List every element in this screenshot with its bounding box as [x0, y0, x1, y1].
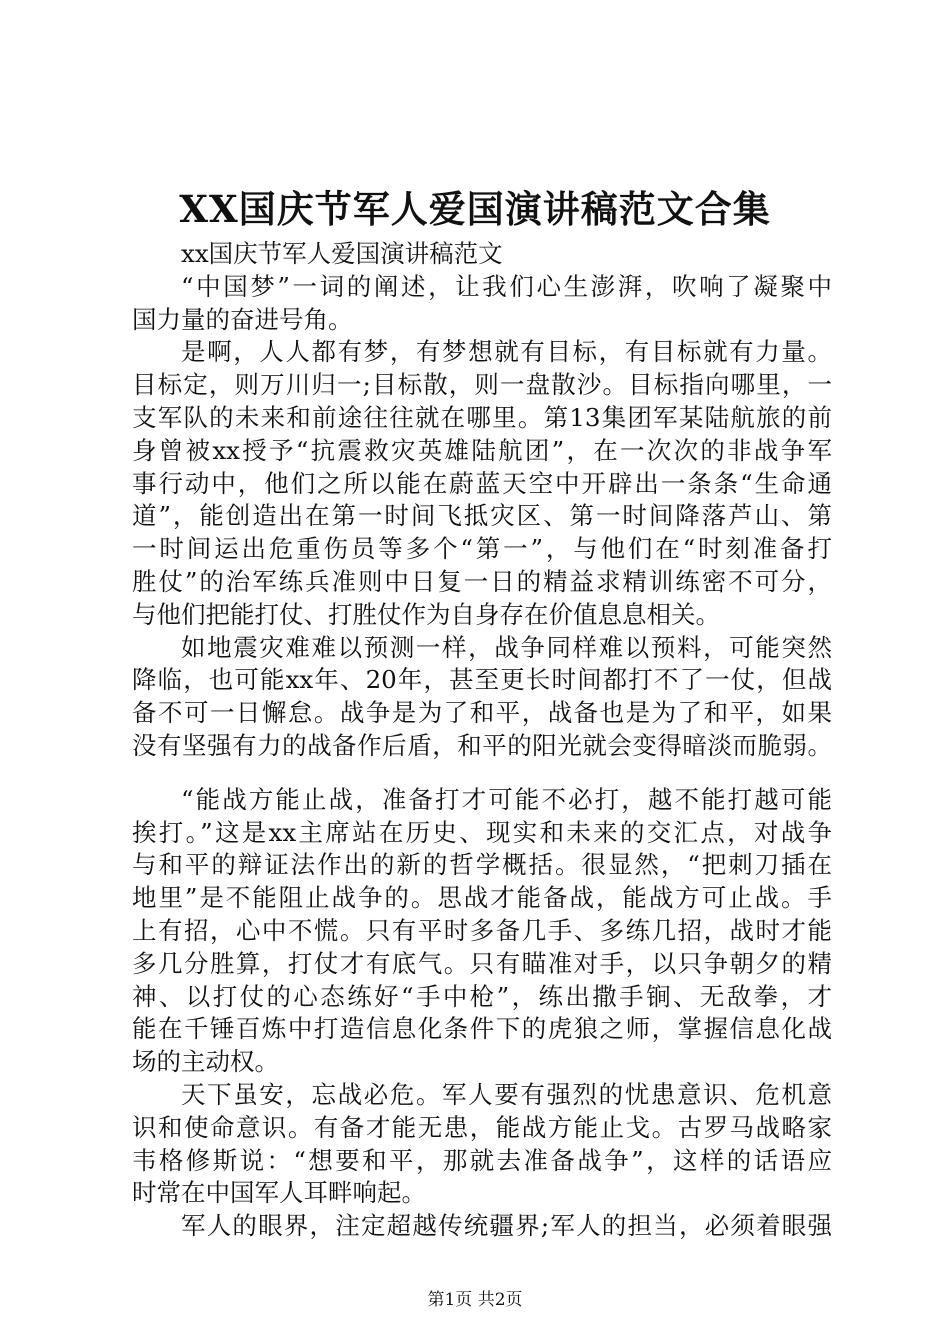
text-line: “中国梦”一词的阐述，让我们心生澎湃，吹响了凝聚中: [181, 271, 832, 301]
text-line: 国力量的奋进号角。: [132, 304, 353, 334]
text-line: 没有坚强有力的战备作后盾，和平的阳光就会变得暗淡而脆弱。: [132, 730, 832, 760]
text-line: 场的主动权。: [132, 1047, 279, 1077]
text-line: 支军队的未来和前途往往就在哪里。第13集团军某陆航旅的前: [132, 402, 832, 432]
text-line: 如地震灾难难以预测一样，战争同样难以预料，可能突然: [181, 632, 832, 662]
text-line: 与和平的辩证法作出的新的哲学概括。很显然，“把刺刀插在: [132, 850, 832, 880]
text-line: 多几分胜算，打仗才有底气。只有瞄准对手，以只争朝夕的精: [132, 948, 832, 978]
text-line: “能战方能止战，准备打才可能不必打，越不能打越可能: [181, 784, 832, 814]
text-line: 一时间运出危重伤员等多个“第一”，与他们在“时刻准备打: [132, 534, 832, 564]
text-line: xx国庆节军人爱国演讲稿范文: [181, 239, 503, 268]
text-line: 军人的眼界，注定超越传统疆界;军人的担当，必须着眼强: [181, 1211, 832, 1241]
text-line: 事行动中，他们之所以能在蔚蓝天空中开辟出一条条“生命通: [132, 468, 832, 498]
document-title: XX国庆节军人爱国演讲稿范文合集: [179, 187, 771, 231]
text-line: 天下虽安，忘战必危。军人要有强烈的忧患意识、危机意: [181, 1079, 832, 1109]
text-line: 识和使命意识。有备才能无患，能战方能止戈。古罗马战略家: [132, 1112, 832, 1142]
text-line: [132, 763, 832, 784]
text-line: 上有招，心中不慌。只有平时多备几手、多练几招，战时才能: [132, 915, 832, 945]
text-line: 降临，也可能xx年、20年，甚至更长时间都打不了一仗，但战: [132, 665, 832, 695]
text-line: 道”，能创造出在第一时间飞抵灾区、第一时间降落芦山、第: [132, 501, 832, 531]
page-footer: 第1页 共2页: [427, 1290, 523, 1310]
text-line: 胜仗”的治军练兵准则中日复一日的精益求精训练密不可分，: [132, 566, 832, 596]
text-line: 目标定，则万川归一;目标散，则一盘散沙。目标指向哪里，一: [132, 370, 832, 400]
text-line: 能在千锤百炼中打造信息化条件下的虎狼之师，掌握信息化战: [132, 1014, 832, 1044]
text-line: 韦格修斯说：“想要和平，那就去准备战争”，这样的话语应: [132, 1145, 832, 1175]
text-line: 是啊，人人都有梦，有梦想就有目标，有目标就有力量。: [181, 337, 832, 367]
text-line: 备不可一日懈怠。战争是为了和平，战备也是为了和平，如果: [132, 698, 832, 728]
text-line: 地里”是不能阻止战争的。思战才能备战，能战方可止战。手: [132, 883, 832, 913]
text-line: 与他们把能打仗、打胜仗作为自身存在价值息息相关。: [132, 599, 720, 629]
text-line: 身曾被xx授予“抗震救灾英雄陆航团”，在一次次的非战争军: [132, 435, 832, 465]
text-line: 神、以打仗的心态练好“手中枪”，练出撒手锏、无敌拳，才: [132, 981, 832, 1011]
text-line: 挨打。”这是xx主席站在历史、现实和未来的交汇点，对战争: [132, 817, 832, 847]
document-body: [132, 238, 832, 1243]
text-line: 时常在中国军人耳畔响起。: [132, 1178, 426, 1208]
